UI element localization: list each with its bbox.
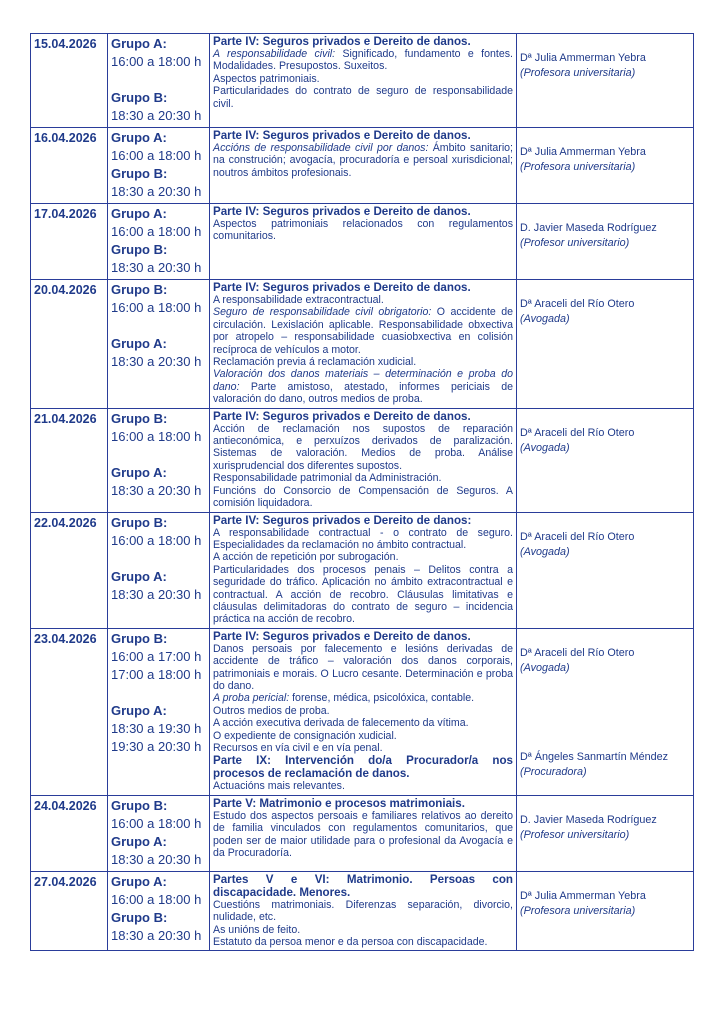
topic-italic: Valoración dos danos materiais – determinación e proba do dano: [213, 368, 513, 393]
group-label: Grupo A: [111, 464, 167, 480]
lecturer-name: Dª Ángeles Sanmartín Méndez [520, 750, 669, 763]
group-time: 16:00 a 18:00 h [111, 428, 202, 444]
topic-line: Responsabilidade patrimonial da Administración. [213, 472, 442, 485]
topic-line: Reclamación previa á reclamación xudicial. [213, 356, 417, 369]
session-date: 16.04.2026 [31, 128, 108, 204]
group-time: 17:00 a 18:00 h [111, 666, 202, 682]
group-time: 18:30 a 20:30 h [111, 586, 202, 602]
table-row [31, 871, 694, 951]
lecturer-cell [517, 871, 694, 951]
lecturer-name: D. Javier Maseda Rodríguez [520, 813, 657, 826]
topic-line: Estatuto da persoa menor e da persoa con discapacidade. [213, 936, 488, 949]
lecturer-cell [517, 34, 694, 128]
session-date: 20.04.2026 [31, 280, 108, 409]
lecturer-name: Dª Julia Ammerman Yebra [520, 146, 646, 158]
topic-line: As unións de feito. [213, 923, 301, 936]
topic-line: A acción de repetición por subrogación. [213, 551, 399, 564]
lecturer-name: Dª Julia Ammerman Yebra [520, 889, 646, 902]
group-label: Grupo B: [111, 410, 168, 426]
topic-heading: Partes V e VI: Matrimonio. Persoas con discapacidade. Menores. [213, 872, 513, 899]
group-label: Grupo B: [111, 242, 168, 257]
group-cell [108, 871, 210, 951]
table-row [31, 204, 694, 280]
group-label: Grupo B: [111, 166, 168, 181]
topic-heading: Parte IV: Seguros privados e Dereito de danos. [213, 205, 471, 218]
topic-line: Danos persoais por falecemento e lesións derivadas de accidente de tráfico – valoración dos danos corporais, patrimoniais e morais. O Lucro cesante. Determinación e proba do dano. [213, 642, 513, 692]
topic-heading: Parte IV: Seguros privados e Dereito de danos. [213, 629, 471, 643]
lecturer-cell [517, 408, 694, 512]
topic-line: A acción executiva derivada de falecemento da vítima. [213, 717, 469, 730]
topic-cell [210, 795, 517, 871]
group-label: Grupo B: [111, 90, 168, 105]
topic-line: Actuacións mais relevantes. [213, 780, 345, 793]
topic-text: Ámbito sanitario; na construción; avogacía, procuradoría e persoal xurisdicional; noutros ámbitos profesionais. [213, 142, 514, 179]
lecturer-name: Dª Julia Ammerman Yebra [520, 52, 646, 64]
table-row [31, 628, 694, 795]
topic-italic: Seguro de responsabilidade civil obrigatorio: [213, 306, 432, 319]
group-time: 16:00 a 18:00 h [111, 224, 202, 239]
group-time: 16:00 a 17:00 h [111, 648, 202, 664]
lecturer-role: (Avogada) [520, 441, 570, 454]
topic-cell [210, 34, 517, 128]
session-date: 23.04.2026 [31, 628, 108, 795]
topic-line: Cuestións matrimoniais. Diferenzas separación, divorcio, nulidade, etc. [213, 898, 513, 924]
group-time: 19:30 a 20:30 h [111, 738, 202, 754]
topic-heading: Parte V: Matrimonio e procesos matrimoniais. [213, 796, 465, 810]
topic-line: Aspectos patrimoniais. [213, 72, 320, 85]
topic-cell [210, 408, 517, 512]
lecturer-role: (Avogada) [520, 661, 570, 674]
topic-line: Estudo dos aspectos persoais e familiares relativos ao dereito de familia vinculados con regulamentos comunitarios, que poden ser de maior utilidade para o profesional da Avogacía e da Procuradoría. [213, 809, 513, 860]
group-time: 18:30 a 20:30 h [111, 851, 202, 867]
group-time: 18:30 a 19:30 h [111, 720, 202, 736]
table-row [31, 408, 694, 512]
topic-line: Recursos en vía civil e en vía penal. [213, 742, 383, 754]
lecturer-role: (Avogada) [520, 545, 570, 558]
session-date: 24.04.2026 [31, 795, 108, 871]
lecturer-name: Dª Araceli del Río Otero [520, 646, 635, 659]
topic-cell [210, 871, 517, 951]
topic-text: Significado, fundamento e fontes. Modalidades. Presupostos. Suxeitos. [213, 48, 513, 73]
group-time: 16:00 a 18:00 h [111, 891, 202, 907]
lecturer-cell [517, 280, 694, 409]
group-label: Grupo A: [111, 36, 167, 51]
group-label: Grupo A: [111, 702, 167, 718]
group-cell [108, 204, 210, 280]
topic-cell [210, 628, 517, 795]
group-cell [108, 34, 210, 128]
lecturer-cell [517, 628, 694, 795]
topic-line: A responsabilidade contractual - o contrato de seguro. Especialidades da reclamación no ámbito contractual. [213, 526, 513, 551]
lecturer-name: Dª Araceli del Río Otero [520, 298, 635, 310]
lecturer-name: Dª Araceli del Río Otero [520, 426, 635, 439]
topic-line: Particularidades dos procesos penais – Delitos contra a seguridade do tráfico. Aplicación no ámbito extracontractual e contractual. A acción de recobro. Cláusulas limitativas e cláusulas delimitadoras do contrato de seguro – incidencia práctica na acción de recobro. [213, 563, 513, 626]
group-label: Grupo B: [111, 282, 168, 297]
schedule-table [30, 33, 694, 951]
topic-cell [210, 512, 517, 628]
group-label: Grupo A: [111, 568, 167, 584]
topic-italic: Accións de responsabilidade civil por danos: [213, 142, 429, 154]
group-label: Grupo A: [111, 873, 167, 889]
group-time: 18:30 a 20:30 h [111, 184, 202, 199]
group-cell [108, 408, 210, 512]
lecturer-role: (Profesora universitaria) [520, 161, 636, 173]
table-row [31, 34, 694, 128]
group-time: 16:00 a 18:00 h [111, 815, 202, 831]
lecturer-cell [517, 795, 694, 871]
lecturer-role: (Procuradora) [520, 765, 587, 778]
group-time: 18:30 a 20:30 h [111, 260, 202, 275]
group-label: Grupo A: [111, 833, 167, 849]
topic-heading: Parte IV: Seguros privados e Dereito de danos: [213, 513, 472, 527]
topic-line: A responsabilidade extracontractual. [213, 294, 384, 306]
group-label: Grupo A: [111, 206, 167, 221]
topic-line: O expediente de consignación xudicial. [213, 729, 397, 742]
group-time: 16:00 a 18:00 h [111, 532, 202, 548]
topic-text: O accidente de circulación. Lexislación aplicable. Responsabilidade obxectiva por atropelo – responsabilidade cuasiobxectiva en colisión recíproca de vehículos a motor. [213, 306, 513, 356]
topic-heading: Parte IX: Intervención do/a Procurador/a nos procesos de reclamación de danos. [213, 754, 513, 781]
table-row [31, 280, 694, 409]
group-time: 18:30 a 20:30 h [111, 927, 202, 943]
group-time: 16:00 a 18:00 h [111, 148, 202, 163]
topic-italic: A responsabilidade civil: [213, 48, 336, 60]
session-date: 21.04.2026 [31, 408, 108, 512]
lecturer-role: (Avogada) [520, 313, 570, 325]
lecturer-role: (Profesor universitario) [520, 828, 630, 841]
topic-text: Parte amistoso, atestado, informes periciais de valoración do dano, outros medios de proba. [213, 380, 513, 406]
lecturer-cell [517, 204, 694, 280]
lecturer-role: (Profesora universitaria) [520, 904, 636, 917]
group-time: 18:30 a 20:30 h [111, 354, 202, 369]
lecturer-role: (Profesora universitaria) [520, 67, 636, 79]
table-row [31, 795, 694, 871]
group-cell [108, 280, 210, 409]
session-date: 15.04.2026 [31, 34, 108, 128]
group-cell [108, 795, 210, 871]
group-time: 18:30 a 20:30 h [111, 108, 202, 123]
group-time: 16:00 a 18:00 h [111, 300, 202, 315]
group-label: Grupo B: [111, 909, 168, 925]
topic-line: Funcións do Consorcio de Compensación de Seguros. A comisión liquidadora. [213, 484, 513, 510]
topic-cell [210, 204, 517, 280]
topic-heading: Parte IV: Seguros privados e Dereito de danos. [213, 35, 471, 48]
topic-cell [210, 128, 517, 204]
topic-text: forense, médica, psicolóxica, contable. [289, 692, 475, 705]
topic-cell [210, 280, 517, 409]
group-cell [108, 128, 210, 204]
topic-line: Particularidades do contrato de seguro de responsabilidade civil. [213, 85, 513, 110]
topic-heading: Parte IV: Seguros privados e Dereito de danos. [213, 281, 471, 294]
topic-heading: Parte IV: Seguros privados e Dereito de danos. [213, 129, 471, 142]
session-date: 27.04.2026 [31, 871, 108, 951]
topic-line: Aspectos patrimoniais relacionados con regulamentos comunitarios. [213, 218, 513, 243]
lecturer-cell [517, 128, 694, 204]
session-date: 22.04.2026 [31, 512, 108, 628]
lecturer-cell [517, 512, 694, 628]
table-row [31, 512, 694, 628]
lecturer-name: D. Javier Maseda Rodríguez [520, 222, 657, 234]
topic-line: Acción de reclamación nos supostos de reparación antieconómica, e perxuízos derivados de paralización. Sistemas de valoración. Medios de proba. Análise xurisprudencial dos diferentes supostos. [213, 422, 513, 472]
group-label: Grupo A: [111, 336, 167, 351]
group-label: Grupo B: [111, 514, 168, 530]
topic-italic: A proba pericial: [213, 692, 290, 705]
table-row [31, 128, 694, 204]
group-time: 18:30 a 20:30 h [111, 482, 202, 498]
group-label: Grupo A: [111, 130, 167, 145]
topic-line: Outros medios de proba. [213, 704, 330, 717]
group-label: Grupo B: [111, 630, 168, 646]
group-cell [108, 628, 210, 795]
group-cell [108, 512, 210, 628]
lecturer-name: Dª Araceli del Río Otero [520, 530, 635, 543]
session-date: 17.04.2026 [31, 204, 108, 280]
topic-heading: Parte IV: Seguros privados e Dereito de danos. [213, 409, 471, 423]
group-time: 16:00 a 18:00 h [111, 54, 202, 69]
group-label: Grupo B: [111, 797, 168, 813]
lecturer-role: (Profesor universitario) [520, 237, 630, 249]
